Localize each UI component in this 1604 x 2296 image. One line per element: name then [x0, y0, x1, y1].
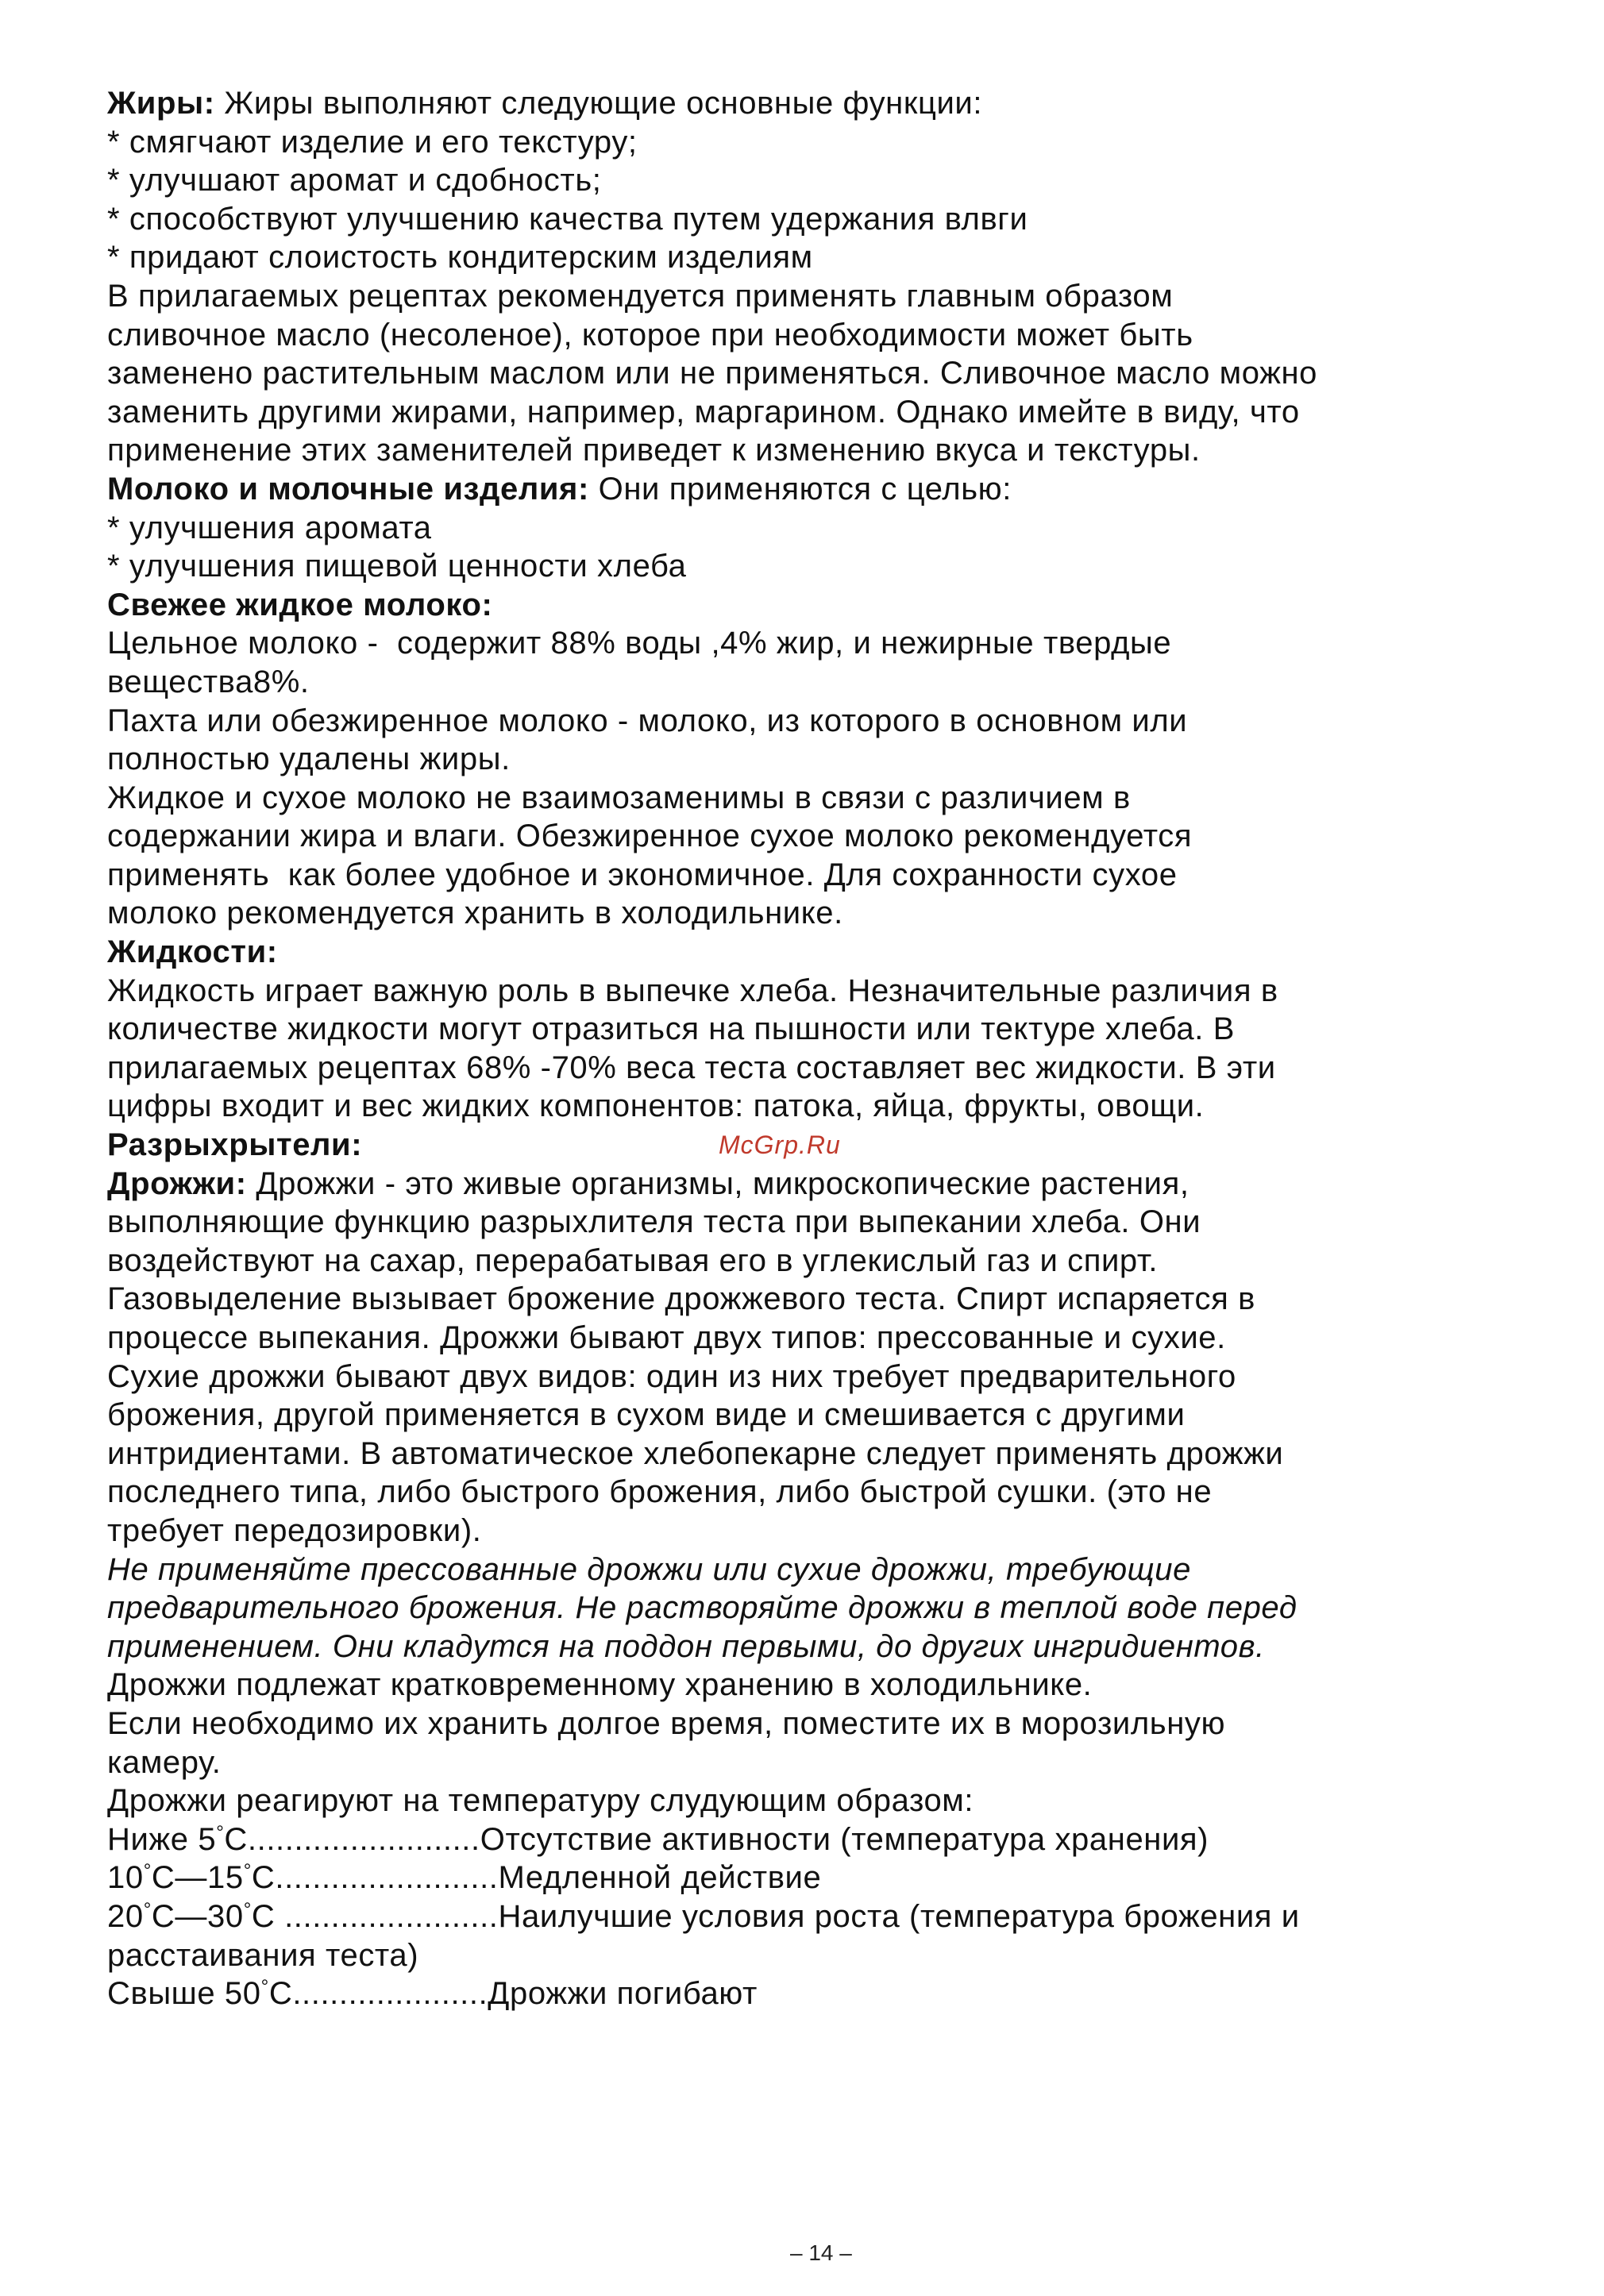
liquids-heading: Жидкости:	[107, 934, 278, 970]
fats-paragraph-line: заменено растительным маслом или не применяться. Сливочное масло можно	[107, 356, 1318, 391]
yeast-storage-line: Дрожжи подлежат кратковременному хранению в холодильнике.	[107, 1667, 1093, 1703]
fats-paragraph-line: В прилагаемых рецептах рекомендуется применять главным образом	[107, 278, 1174, 314]
temp-effect: C .......................Наилучшие условия роста (температура брожения и	[251, 1898, 1300, 1934]
fresh-milk-heading: Свежее жидкое молоко:	[107, 587, 493, 622]
temp-row	[107, 1974, 1552, 2013]
milk-products-intro: Они применяются с целью:	[588, 471, 1012, 507]
watermark: McGrp.Ru	[719, 1131, 841, 1159]
temp-row	[107, 1897, 1552, 1936]
temp-range-mid: C—15	[151, 1860, 244, 1896]
temp-range-mid: C—30	[151, 1898, 244, 1934]
yeast-storage-line: камеру.	[107, 1744, 222, 1780]
fats-bullet: * способствуют улучшению качества путем удержания влвги	[107, 201, 1028, 237]
yeast-storage-line: Если необходимо их хранить долгое время, поместите их в морозильную	[107, 1705, 1226, 1741]
fresh-milk-line: Цельное молоко - содержит 88% воды ,4% жир, и нежирные твердые	[107, 626, 1172, 661]
fresh-milk-line: вещества8%.	[107, 664, 310, 699]
temp-range: 20	[107, 1898, 144, 1934]
yeast-line: интридиентами. В автоматическое хлебопекарне следует применять дрожжи	[107, 1435, 1284, 1471]
milk-products-line	[107, 470, 1552, 509]
fresh-milk-line: Пахта или обезжиренное молоко - молоко, из которого в основном или	[107, 703, 1188, 738]
fresh-milk-line: Жидкое и сухое молоко не взаимозаменимы в связи с различием в	[107, 780, 1131, 815]
page-number: – 14 –	[790, 2240, 852, 2265]
fats-bullet: * придают слоистость кондитерским изделиям	[107, 240, 813, 275]
yeast-line: процессе выпекания. Дрожжи бывают двух типов: прессованные и сухие.	[107, 1320, 1226, 1355]
degree-sign: °	[216, 1821, 225, 1843]
fats-paragraph-line: сливочное масло (несоленое), которое при необходимости может быть	[107, 317, 1193, 352]
fats-intro: Жиры выполняют следующие основные функции:	[214, 86, 983, 121]
degree-sign: °	[260, 1976, 269, 1998]
fresh-milk-line: полностью удалены жиры.	[107, 742, 511, 777]
yeast-line: Сухие дрожжи бывают двух видов: один из них требует предварительного	[107, 1358, 1236, 1394]
fats-bullet: * смягчают изделие и его текстуру;	[107, 124, 638, 160]
yeast-warning-line: применением. Они кладутся на поддон первыми, до других ингридиентов.	[107, 1628, 1265, 1664]
temp-effect: C.....................Дрожжи погибают	[268, 1976, 758, 2012]
liquids-line: цифры входит и вес жидких компонентов: патока, яйца, фрукты, овощи.	[107, 1088, 1205, 1124]
fats-bullet: * улучшают аромат и сдобность;	[107, 163, 602, 198]
fats-paragraph-line: заменить другими жирами, например, маргарином. Однако имейте в виду, что	[107, 394, 1300, 430]
degree-sign: °	[143, 1898, 152, 1920]
yeast-line: брожения, другой применяется в сухом виде и смешивается с другими	[107, 1397, 1186, 1433]
milk-products-heading: Молоко и молочные изделия:	[107, 471, 589, 507]
liquids-line: Жидкость играет важную роль в выпечке хлеба. Незначительные различия в	[107, 973, 1278, 1008]
fresh-milk-line: содержании жира и влаги. Обезжиренное сухое молоко рекомендуется	[107, 819, 1193, 854]
yeast-line: последнего типа, либо быстрого брожения, либо быстрой сушки. (это не	[107, 1474, 1213, 1510]
yeast-heading: Дрожжи:	[107, 1165, 247, 1201]
degree-sign: °	[243, 1898, 252, 1920]
milk-bullet: * улучшения пищевой ценности хлеба	[107, 549, 687, 584]
temp-range: Ниже 5	[107, 1821, 217, 1857]
temp-row-continuation: расстаивания теста)	[107, 1937, 419, 1973]
temp-row	[107, 1859, 1552, 1897]
temp-effect: C........................Медленной действие	[251, 1860, 822, 1896]
fats-intro-line	[107, 84, 1552, 123]
temp-row	[107, 1820, 1552, 1859]
leaveners-heading: Разрыхрытели:	[107, 1127, 363, 1163]
yeast-storage-line: Дрожжи реагируют на температуру слудующим образом:	[107, 1783, 974, 1819]
degree-sign: °	[243, 1860, 252, 1882]
milk-bullet: * улучшения аромата	[107, 510, 432, 545]
yeast-warning-line: Не применяйте прессованные дрожжи или сухие дрожжи, требующие	[107, 1551, 1191, 1587]
yeast-first-line-text: Дрожжи - это живые организмы, микроскопические растения,	[246, 1165, 1190, 1201]
fats-paragraph-line: применение этих заменителей приведет к изменению вкуса и текстуры.	[107, 433, 1201, 468]
temp-range: 10	[107, 1860, 144, 1896]
page-content	[107, 84, 1552, 2013]
yeast-line: воздействуют на сахар, перерабатывая его в углекислый газ и спирт.	[107, 1242, 1159, 1278]
yeast-line: требует передозировки).	[107, 1512, 482, 1548]
degree-sign: °	[143, 1860, 152, 1882]
fats-heading: Жиры:	[107, 86, 215, 121]
fresh-milk-line: молоко рекомендуется хранить в холодильнике.	[107, 896, 843, 931]
yeast-line: Газовыделение вызывает брожение дрожжевого теста. Спирт испаряется в	[107, 1281, 1255, 1317]
fresh-milk-line: применять как более удобное и экономичное. Для сохранности сухое	[107, 857, 1178, 892]
temp-range: Свыше 50	[107, 1976, 261, 2012]
yeast-line: выполняющие функцию разрыхлителя теста при выпекании хлеба. Они	[107, 1204, 1201, 1240]
yeast-warning-line: предварительного брожения. Не растворяйте дрожжи в теплой воде перед	[107, 1590, 1297, 1626]
liquids-line: прилагаемых рецептах 68% -70% веса теста составляет вес жидкости. В эти	[107, 1050, 1276, 1085]
liquids-line: количестве жидкости могут отразиться на пышности или тектуре хлеба. В	[107, 1011, 1235, 1047]
temp-effect: C.........................Отсутствие активности (температура хранения)	[224, 1821, 1209, 1857]
yeast-first-line	[107, 1165, 1552, 1204]
